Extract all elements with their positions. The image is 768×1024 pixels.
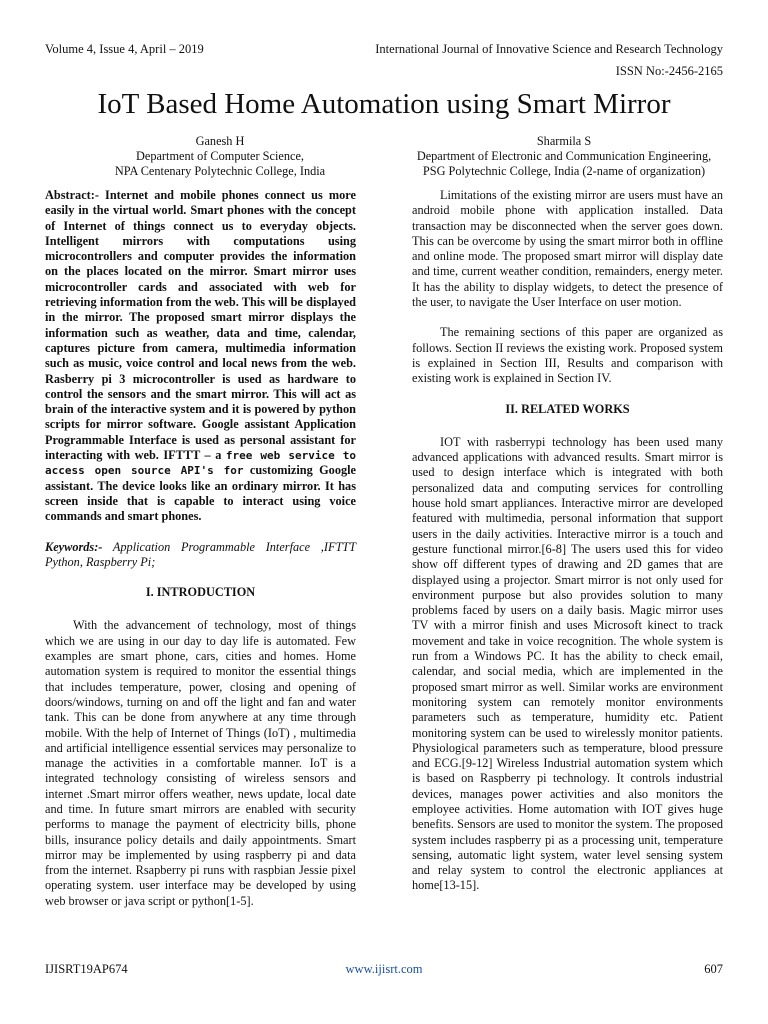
paper-title: IoT Based Home Automation using Smart Mirror [97,88,671,120]
page-number: 607 [704,962,723,976]
paper-id: IJISRT19AP674 [45,962,128,976]
journal-name: International Journal of Innovative Science and Research Technology [375,42,723,56]
author-department: Department of Computer Science, [135,149,304,163]
keywords [45,540,356,571]
introduction-paragraph: With the advancement of technology, most of things which we are using in our day to day life is automated. Few examples are smart phone, cars, cities and homes. Home automation system is required to monitor the essential things that includes temperature, power, closing and opening of doors/windows, turning on and off the light and fan and water tank. This can be done from anywhere at any time through mobile. With the help of Internet of Things (IoT) , multimedia and artificial intelligence essential services may personalize to manage the activities in a comfortable manner. IoT is a integrated technology consisting of wireless sensors and internet .Smart mirror offers weather, news update, local date and time. In future smart mirrors are enabled with security performs to manage the payment of electricity bills, phone bills, insurance policy details and daily appointments. Smart mirror may be implemented by using raspberry pi and data from the internet. Rsapberry pi runs with raspbian Jessie pixel operating system. user interface may be developed by using web browser or java script or python[1-5]. [45,618,356,908]
organization-paragraph: The remaining sections of this paper are organized as follows. Section II reviews the existing work. Proposed system is explained in Section III, Results and comparison with existing work is explained in Section IV. [412,325,723,386]
issn: ISSN No:-2456-2165 [615,64,723,78]
keywords-label: Keywords:- [45,539,103,554]
abstract-part-2: free web service to access open source API's for [45,449,356,478]
author-department: Department of Electronic and Communication Engineering, [416,149,712,163]
author-name: Ganesh H [195,134,245,148]
abstract-part-1: Abstract:- Internet and mobile phones connect us more easily in the virtual world. Smart phones with the concept of Internet of things connect us to everyday objects. Intelligent mirrors with computations using microcontrollers and computer provides the information on the places located on the mirror. Smart mirror uses microcontroller cards and associated with web for retrieving information from the web. This will be displayed in the mirror. The proposed smart mirror displays the information such as weather, data and time, calendar, captures picture from camera, multimedia information such as music, voice control and local news from the web. Rasberry pi 3 microcontroller is used as hardware to control the sensors and the smart mirror. This will act as brain of the interactive system and it is powered by python scripts for mirror software. Google assistant Application Programmable Interface is used as personal assistant for interacting with web. IFTTT – a [45,188,356,463]
abstract-part-3: customizing Google assistant. The device looks like an ordinary mirror. It has screen inside that is capable to interact using voice commands and smart phones. [45,463,356,524]
volume-issue: Volume 4, Issue 4, April – 2019 [45,42,204,56]
section-heading-introduction: I. INTRODUCTION [145,585,256,600]
author-institution: NPA Centenary Polytechnic College, India [114,164,326,178]
author-block-2 [405,134,723,179]
author-block-1 [45,134,395,179]
related-works-paragraph: IOT with rasberrypi technology has been used many advanced applications with advanced results. Smart mirror is used to design interface which is integrated with both personalized data and computing services for controlling house hold smart appliances. Interactive mirror are developed featured with multimedia, personal information that support users in the daily activities. Interactive mirror is a touch and gesture functional mirror.[6-8] The users used this for video show off different types of drawing and 2D games that are displayed using a projector. Smart mirror is not only used for environment purpose but also provides solution to many problems faced by users on a daily basis. Magic mirror uses TV with a mirror finish and uses Microsoft kinect to track movement and take in voice recognition. The whole system is run from a Windows PC. It has the ability to check email, calendar, and social media, which are implemented in the proposed smart mirror as well. Similar works are environment monitoring system can remotely monitor environments parameters such as temperature, humidity etc. Patient monitoring system can be used to wirelessly monitor patients. Physiological parameters such as temperature, blood pressure and ECG.[9-12] Wireless Industrial automation system which is based on Raspberry pi technology. It controls industrial devices, manages power activities and also monitors the employee activities. Home automation with IOT gives huge benefits. Sensors are used to monitor the system. The proposed system includes raspberry pi as a processing unit, temperature sensing, automatic light system, water level sensing system and relay system to control the electronic appliances at home[13-15]. [412,434,723,893]
abstract [45,188,356,525]
limitations-paragraph: Limitations of the existing mirror are users must have an android mobile phone with application installed. Data transaction may be disconnected when the server goes down. This can be overcome by using the smart mirror both in offline and online mode. The proposed smart mirror will display date and time, current weather condition, remainders, energy meter. It has the ability to display widgets, to detect the presence of the user, to navigate the User Interface on user motion. [412,188,723,310]
left-column [45,188,356,924]
section-heading-related-works: II. RELATED WORKS [505,401,630,416]
right-column [412,188,723,909]
keywords-text: Application Programmable Interface ,IFTTT Python, Raspberry Pi; [45,539,356,569]
journal-website-link[interactable]: www.ijisrt.com [345,962,423,976]
author-institution: PSG Polytechnic College, India (2-name of organization) [422,164,706,178]
author-name: Sharmila S [536,134,592,148]
